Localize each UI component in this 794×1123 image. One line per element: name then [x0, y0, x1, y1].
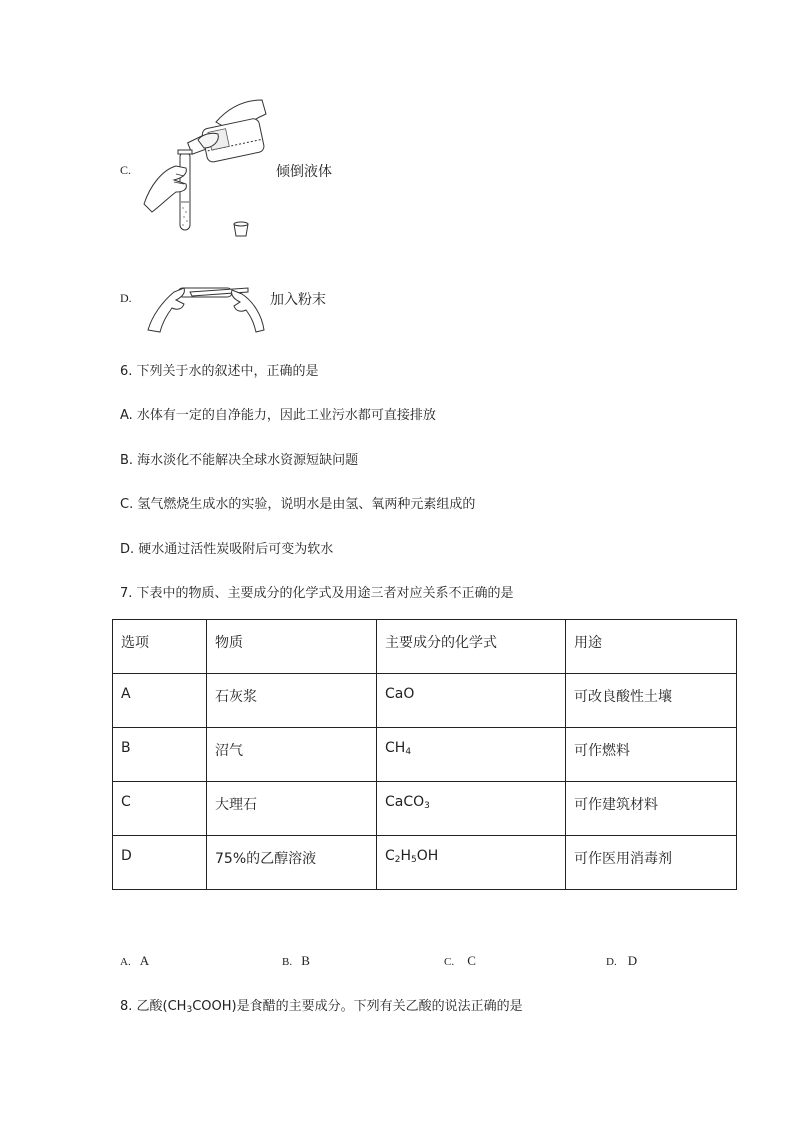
question-8-stem — [120, 995, 523, 1014]
formula-subscript: 5 — [411, 855, 417, 865]
adding-powder-illustration — [144, 272, 268, 334]
choice-value: A — [139, 953, 150, 968]
table-cell-use: 可改良酸性土壤 — [566, 674, 737, 728]
table-cell-option: A — [113, 674, 207, 728]
table-cell-option: D — [113, 836, 207, 890]
q8-stem-part: COOH)是食醋的主要成分。下列有关乙酸的说法正确的是 — [192, 999, 523, 1014]
formula-text: C — [385, 848, 395, 864]
q6-option-a: A. 水体有一定的自净能力，因此工业污水都可直接排放 — [120, 408, 436, 423]
table-cell-option: C — [113, 782, 207, 836]
q7-choice-d[interactable] — [606, 950, 637, 969]
formula-text: CaCO — [385, 794, 425, 810]
formula-subscript: 3 — [186, 1005, 193, 1015]
table-row — [113, 728, 737, 782]
formula-subscript: 3 — [424, 801, 430, 811]
table-cell-use: 可作建筑材料 — [566, 782, 737, 836]
table-header-row — [113, 620, 737, 674]
table-cell-use: 可作医用消毒剂 — [566, 836, 737, 890]
table-row — [113, 836, 737, 890]
table-cell-substance: 石灰浆 — [207, 674, 377, 728]
table-cell-formula: CaO — [377, 674, 566, 728]
table-header-cell: 物质 — [207, 620, 377, 674]
table-cell-substance: 大理石 — [207, 782, 377, 836]
table-cell-substance: 沼气 — [207, 728, 377, 782]
table-header-cell: 选项 — [113, 620, 207, 674]
formula-subscript: 2 — [394, 855, 401, 865]
table-cell-option: B — [113, 728, 207, 782]
choice-value: D — [627, 953, 638, 968]
choice-label: D. — [606, 956, 617, 968]
choice-value: C — [467, 953, 476, 968]
option-c-caption: 倾倒液体 — [276, 164, 332, 180]
table-cell-substance: 75%的乙醇溶液 — [207, 836, 377, 890]
formula-subscript: 4 — [405, 747, 412, 757]
table-cell-formula — [377, 836, 566, 890]
formula-text: OH — [416, 848, 439, 864]
table-cell-formula — [377, 728, 566, 782]
table-header-cell: 用途 — [566, 620, 737, 674]
q7-choice-a[interactable] — [120, 950, 149, 969]
choice-label: A. — [120, 956, 131, 968]
q7-choice-b[interactable] — [282, 950, 310, 969]
question-6-stem: 6. 下列关于水的叙述中，正确的是 — [120, 364, 319, 379]
question-7-stem: 7. 下表中的物质、主要成分的化学式及用途三者对应关系不正确的是 — [120, 586, 514, 601]
q6-option-c: C. 氢气燃烧生成水的实验，说明水是由氢、氧两种元素组成的 — [120, 497, 476, 512]
table-row — [113, 674, 737, 728]
table-row — [113, 782, 737, 836]
option-d-label: D. — [120, 291, 132, 305]
q8-stem-part: 8. 乙酸(CH — [120, 999, 187, 1014]
q6-option-b: B. 海水淡化不能解决全球水资源短缺问题 — [120, 453, 359, 468]
option-d-caption: 加入粉末 — [270, 292, 326, 308]
formula-text: CH — [385, 740, 406, 756]
table-cell-formula — [377, 782, 566, 836]
q7-choice-c[interactable] — [444, 950, 476, 969]
table-header-cell: 主要成分的化学式 — [377, 620, 566, 674]
substance-table — [112, 619, 737, 890]
choice-label: C. — [444, 956, 455, 968]
option-c-label: C. — [120, 163, 132, 177]
pouring-liquid-illustration — [138, 94, 270, 242]
q6-option-d: D. 硬水通过活性炭吸附后可变为软水 — [120, 542, 334, 557]
formula-text: H — [400, 848, 412, 864]
choice-label: B. — [282, 956, 293, 968]
choice-value: B — [301, 953, 310, 968]
table-cell-use: 可作燃料 — [566, 728, 737, 782]
